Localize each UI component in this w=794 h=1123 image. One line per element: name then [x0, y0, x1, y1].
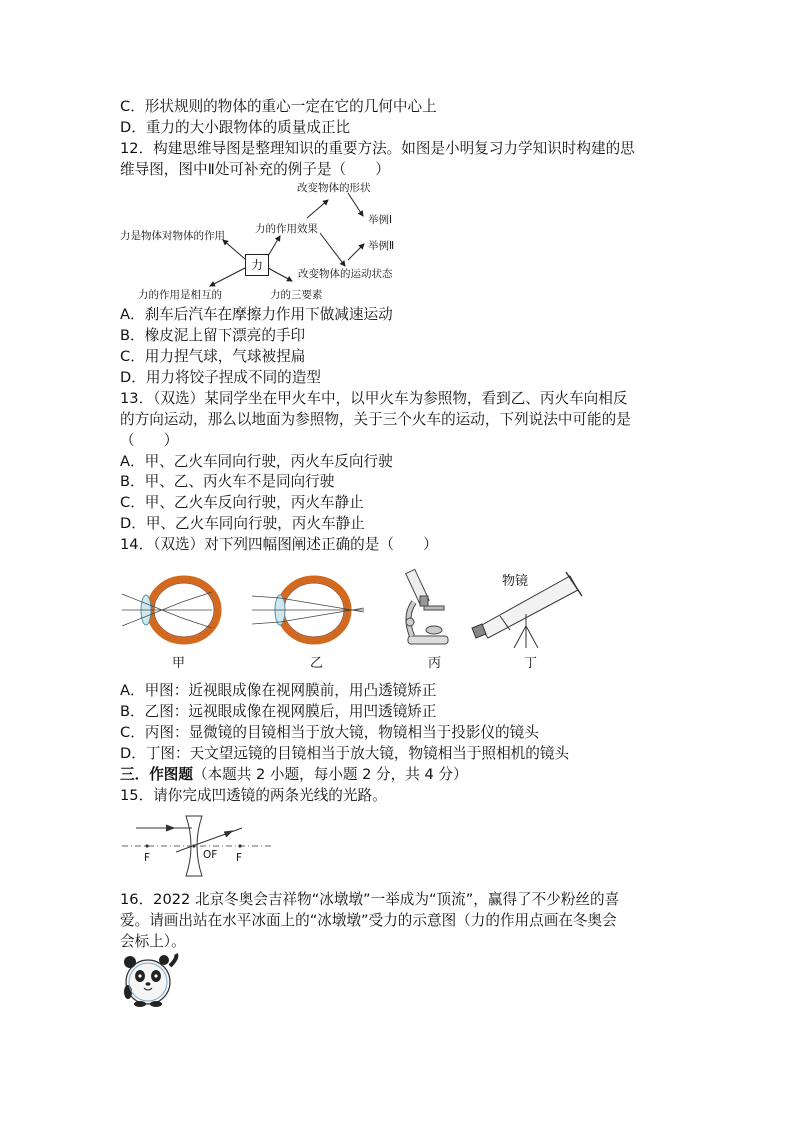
mindmap-arrows [110, 176, 430, 304]
q15-f-left: F [144, 852, 151, 864]
mindmap-left-label: 力是物体对物体的作用 [120, 230, 225, 242]
q13-option-b: B．甲、乙、丙火车不是同向行驶 [120, 473, 335, 490]
q12-stem-line1: 12．构建思维导图是整理知识的重要方法。如图是小明复习力学知识时构建的思 [120, 140, 635, 157]
mindmap [110, 176, 430, 304]
mindmap-example-1: 举例Ⅰ [368, 214, 393, 226]
q15-of-label: OF [203, 849, 218, 861]
q13-stem-line2: 的方向运动，那么以地面为参照物，关于三个火车的运动，下列说法中可能的是 [120, 411, 631, 428]
q14-stem: 14．（双选）对下列四幅图阐述正确的是（ ） [120, 536, 438, 553]
mindmap-change-shape: 改变物体的形状 [297, 182, 371, 194]
q12-option-c: C．用力捏气球，气球被捏扁 [120, 348, 306, 365]
q15-f-right: F [236, 852, 243, 864]
mindmap-three-elements: 力的三要素 [270, 289, 323, 301]
q14-option-d: D．丁图：天文望远镜的目镜相当于放大镜，物镜相当于照相机的镜头 [120, 745, 570, 762]
q16-stem-line3: 会标上）。 [120, 933, 186, 950]
q13-stem-line3: （ ） [120, 432, 179, 449]
bing-dwen-dwen-mascot [120, 952, 180, 1008]
caption-jia: 甲 [172, 656, 186, 671]
microscope-figure [398, 566, 458, 646]
q12-option-b: B．橡皮泥上留下漂亮的手印 [120, 327, 306, 344]
caption-yi: 乙 [310, 656, 324, 671]
objective-label: 物镜 [502, 574, 529, 589]
mindmap-effect-label: 力的作用效果 [255, 223, 318, 235]
q14-option-a: A．甲图：近视眼成像在视网膜前，用凸透镜矫正 [120, 682, 437, 699]
q14-option-b: B．乙图：远视眼成像在视网膜后，用凹透镜矫正 [120, 703, 437, 720]
section3-heading [120, 764, 468, 785]
q12-stem-line2: 维导图，图中Ⅱ处可补充的例子是（ ） [120, 161, 390, 178]
q13-option-c: C．甲、乙火车反向行驶，丙火车静止 [120, 494, 364, 511]
q12-option-a: A．刹车后汽车在摩擦力作用下做减速运动 [120, 306, 393, 323]
q13-option-a: A．甲、乙火车同向行驶，丙火车反向行驶 [120, 453, 393, 470]
q13-option-d: D．甲、乙火车同向行驶，丙火车静止 [120, 515, 365, 532]
q15-stem: 15．请你完成凹透镜的两条光线的光路。 [120, 787, 387, 804]
q13-stem-line1: 13．（双选）某同学坐在甲火车中，以甲火车为参照物，看到乙、丙火车向相反 [120, 390, 628, 407]
mindmap-center-label: 力 [250, 258, 263, 272]
caption-ding: 丁 [524, 656, 538, 671]
mindmap-example-2: 举例Ⅱ [368, 240, 395, 252]
section3-title: 三．作图题 [120, 766, 193, 783]
q11-option-c: C．形状规则的物体的重心一定在它的几何中心上 [120, 98, 437, 115]
telescope-figure [470, 566, 590, 648]
q12-option-d: D．用力将饺子捏成不同的造型 [120, 369, 321, 386]
eye-jia-figure [122, 572, 232, 652]
q16-stem-line1: 16．2022 北京冬奥会吉祥物“冰墩墩”一举成为“顶流”，赢得了不少粉丝的喜 [120, 891, 620, 908]
caption-bing: 丙 [428, 656, 442, 671]
mindmap-change-motion: 改变物体的运动状态 [298, 268, 393, 280]
eye-yi-figure [252, 572, 372, 652]
q11-option-d: D．重力的大小跟物体的质量成正比 [120, 119, 351, 136]
mindmap-mutual-label: 力的作用是相互的 [138, 289, 222, 301]
q16-stem-line2: 爱。请画出站在水平冰面上的“冰墩墩”受力的示意图（力的作用点画在冬奥会 [120, 912, 617, 929]
section3-note: （本题共 2 小题，每小题 2 分，共 4 分） [192, 766, 468, 783]
q14-option-c: C．丙图：显微镜的目镜相当于放大镜，物镜相当于投影仪的镜头 [120, 724, 539, 741]
